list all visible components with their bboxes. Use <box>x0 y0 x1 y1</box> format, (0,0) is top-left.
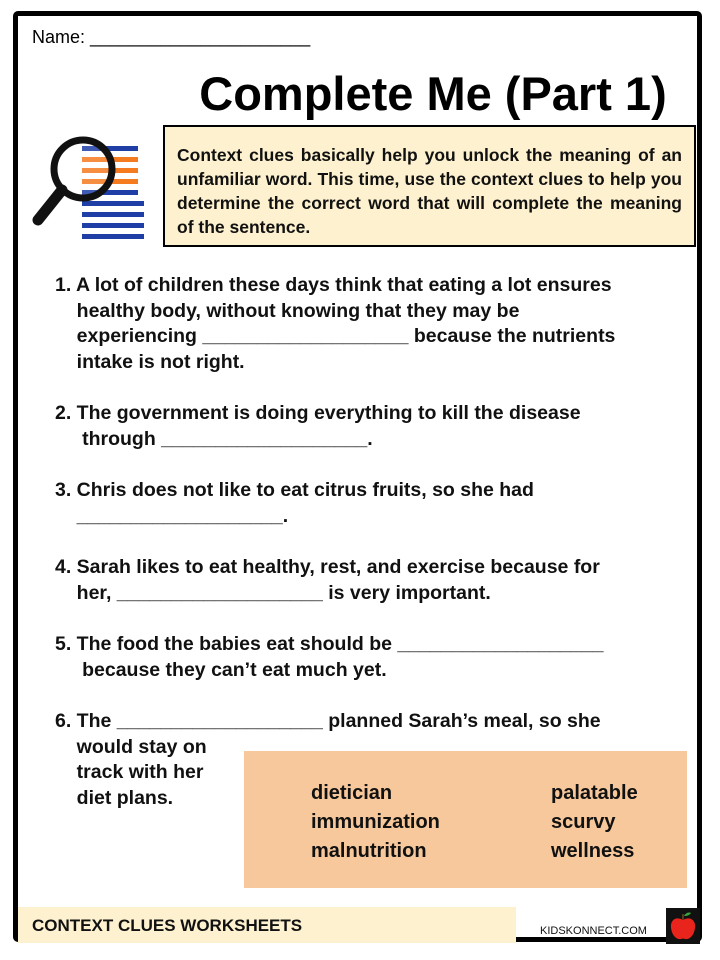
question-5: 5. The food the babies eat should be ___________________ because they can’t eat much yet. <box>55 633 604 681</box>
word-bank-item: malnutrition <box>311 840 427 862</box>
footer-title: CONTEXT CLUES WORKSHEETS <box>32 916 303 935</box>
instructions-box: Context clues basically help you unlock the meaning of an unfamiliar word. This time, use the context clues to help you determine the correct word that will complete the meaning of the sentence. <box>163 125 696 247</box>
word-bank-item: palatable <box>551 782 638 804</box>
question-1: 1. A lot of children these days think that eating a lot ensures healthy body, without knowing that they may be experiencing ___________________ because the nutrients intake is not right. <box>55 274 616 373</box>
footer-site[interactable]: KIDSKONNECT.COM <box>540 925 647 937</box>
word-bank-right-column <box>551 779 638 866</box>
magnifying-glass-icon <box>30 128 152 248</box>
word-bank <box>244 751 687 888</box>
question-4: 4. Sarah likes to eat healthy, rest, and exercise because for her, ___________________ is very important. <box>55 556 600 604</box>
question-3: 3. Chris does not like to eat citrus fruits, so she had ___________________. <box>55 479 534 527</box>
question-2: 2. The government is doing everything to kill the disease through ___________________. <box>55 402 581 450</box>
word-bank-item: dietician <box>311 782 393 804</box>
question-6: 6. The ___________________ planned Sarah’s meal, so she would stay on track with her diet plans. <box>55 710 601 809</box>
page-title: Complete Me (Part 1) <box>199 67 667 120</box>
apple-icon <box>666 908 700 944</box>
word-bank-item: scurvy <box>551 811 616 833</box>
name-field[interactable]: Name: ______________________ <box>32 27 311 47</box>
word-bank-item: immunization <box>311 811 440 833</box>
word-bank-item: wellness <box>551 840 635 862</box>
word-bank-left-column <box>311 779 440 866</box>
